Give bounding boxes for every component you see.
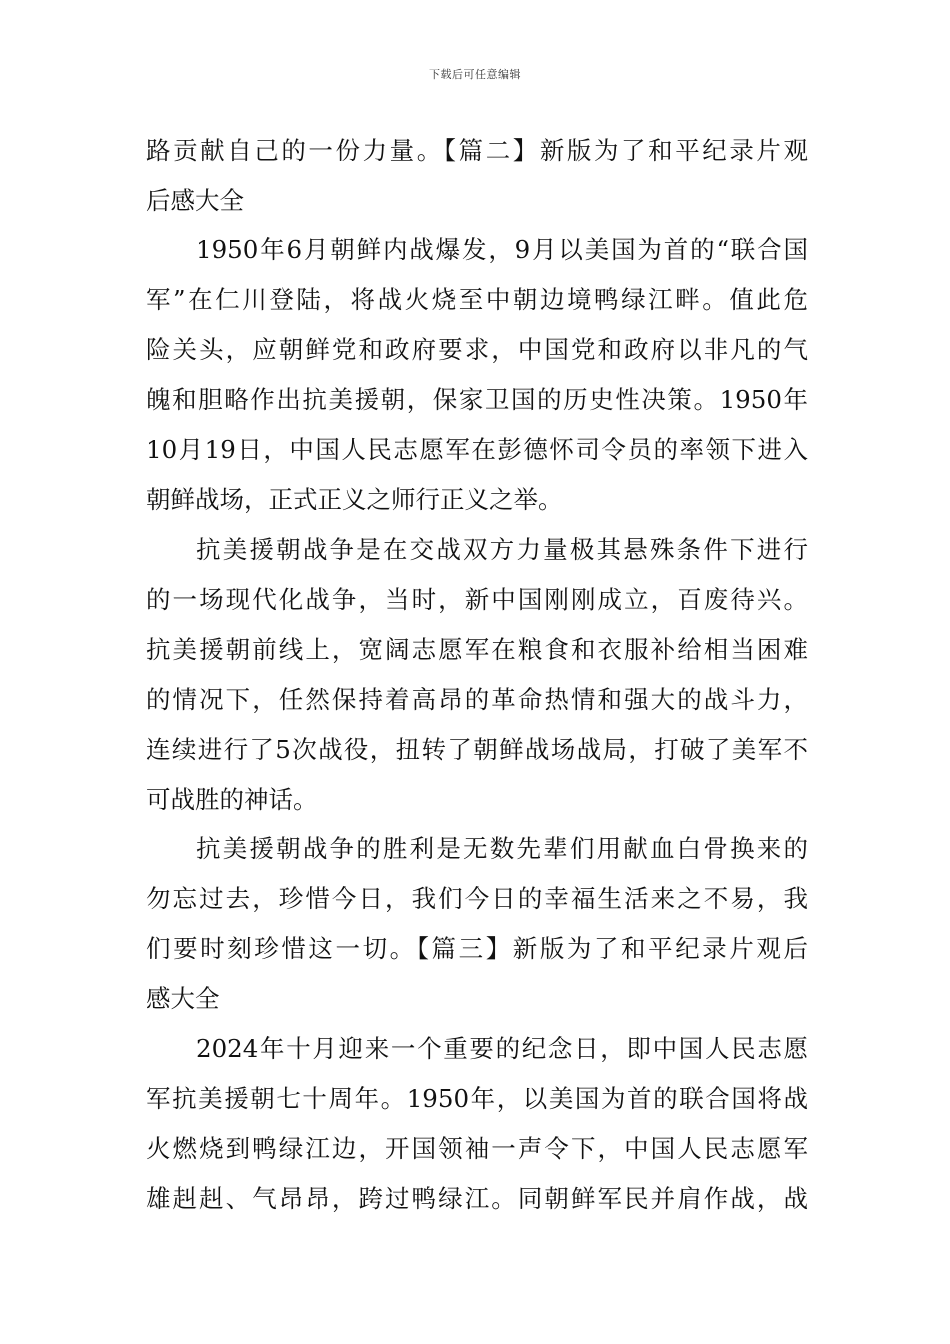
paragraph-first-line: 1950年6月朝鲜内战爆发，9月以美国为首的“联合国 (196, 235, 808, 264)
text-line: 抗美援朝前线上，宽阔志愿军在粮食和衣服补给相当困难 (146, 635, 808, 664)
text-line: 的情况下，任然保持着高昂的革命热情和强大的战斗力， (146, 685, 808, 714)
text-line: 军”在仁川登陆，将战火烧至中朝边境鸭绿江畔。值此危 (146, 285, 808, 314)
text-line: 军抗美援朝七十周年。1950年，以美国为首的联合国将战 (146, 1084, 808, 1113)
text-line: 后感大全 (146, 186, 244, 215)
page-header: 下载后可任意编辑 (429, 68, 521, 81)
text-line: 火燃烧到鸭绿江边，开国领袖一声令下，中国人民志愿军 (146, 1134, 808, 1163)
text-line: 朝鲜战场，正式正义之师行正义之举。 (146, 485, 563, 514)
text-line: 魄和胆略作出抗美援朝，保家卫国的历史性决策。1950年 (146, 385, 808, 414)
text-line: 感大全 (146, 984, 220, 1013)
text-line: 险关头，应朝鲜党和政府要求，中国党和政府以非凡的气 (146, 335, 808, 364)
text-line: 10月19日，中国人民志愿军在彭德怀司令员的率领下进入 (146, 435, 808, 464)
text-line: 的一场现代化战争，当时，新中国刚刚成立，百废待兴。 (146, 585, 808, 614)
text-line: 可战胜的神话。 (146, 785, 318, 814)
text-line: 雄赳赳、气昂昂，跨过鸭绿江。同朝鲜军民并肩作战，战 (146, 1184, 808, 1213)
text-line: 连续进行了5次战役，扭转了朝鲜战场战局，打破了美军不 (146, 735, 808, 764)
paragraph-first-line: 2024年十月迎来一个重要的纪念日，即中国人民志愿 (196, 1034, 808, 1063)
text-line: 们要时刻珍惜这一切。【篇三】新版为了和平纪录片观后 (146, 934, 808, 963)
text-line: 勿忘过去，珍惜今日，我们今日的幸福生活来之不易，我 (146, 884, 808, 913)
paragraph-first-line: 抗美援朝战争的胜利是无数先辈们用献血白骨换来的 (196, 834, 808, 863)
text-line: 路贡献自己的一份力量。【篇二】新版为了和平纪录片观 (146, 136, 808, 165)
paragraph-first-line: 抗美援朝战争是在交战双方力量极其悬殊条件下进行 (196, 535, 808, 564)
